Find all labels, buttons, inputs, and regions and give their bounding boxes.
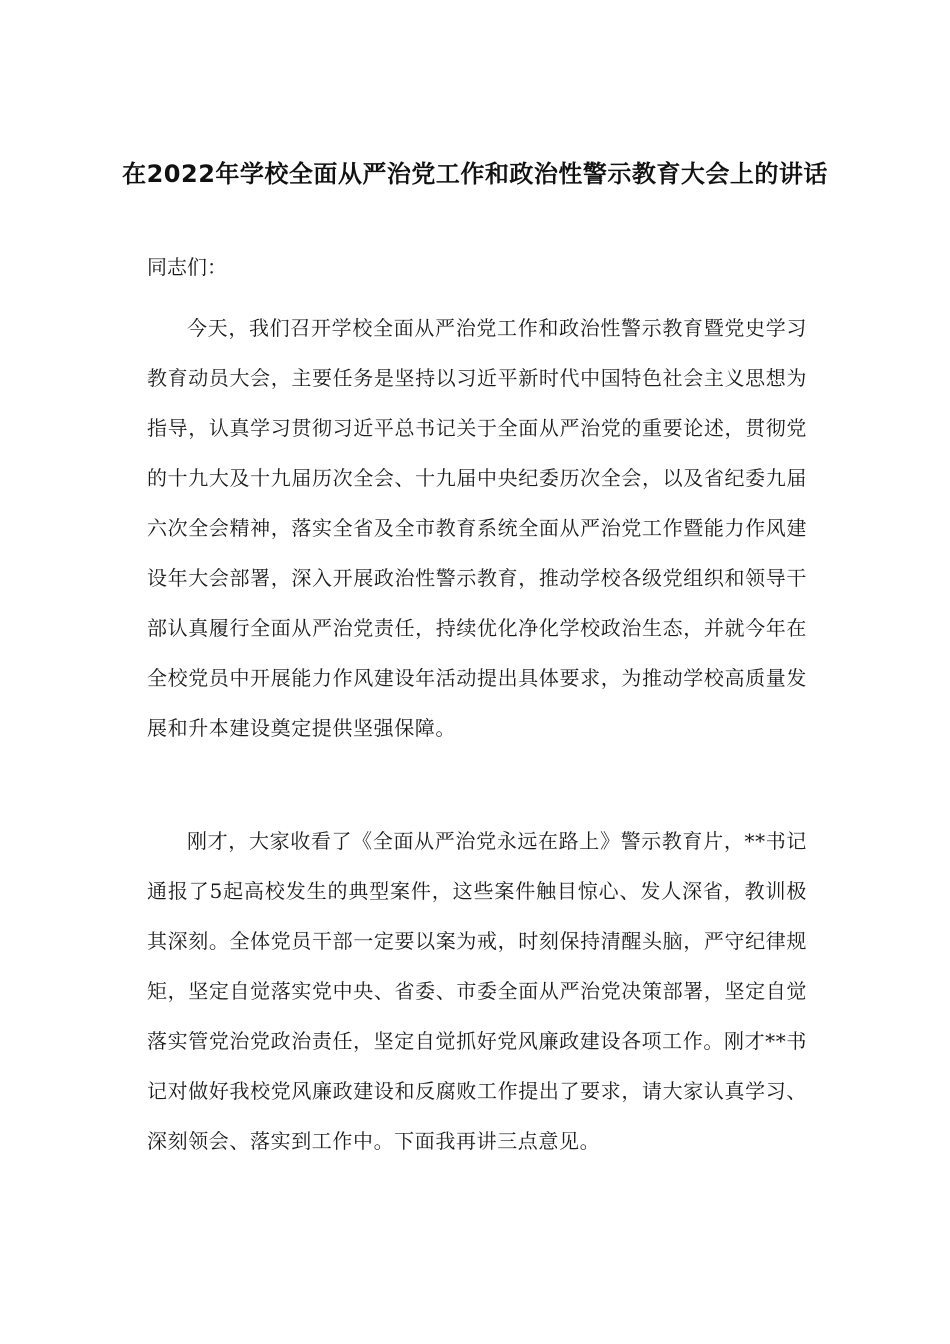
- document-title: 在2022年学校全面从严治党工作和政治性警示教育大会上的讲话: [122, 160, 828, 189]
- paragraph-1: 今天，我们召开学校全面从严治党工作和政治性警示教育暨党史学习教育动员大会，主要任务是坚持以习近平新时代中国特色社会主义思想为指导，认真学习贯彻习近平总书记关于全面从严治党的重要论述，贯彻党的十九大及十九届历次全会、十九届中央纪委历次全会，以及省纪委九届六次全会精神，落实全省及全市教育系统全面从严治党工作暨能力作风建设年大会部署，深入开展政治性警示教育，推动学校各级党组织和领导干部认真履行全面从严治党责任，持续优化净化学校政治生态，并就今年在全校党员中开展能力作风建设年活动提出具体要求，为推动学校高质量发展和升本建设奠定提供坚强保障。: [147, 316, 807, 740]
- salutation: 同志们：: [147, 255, 227, 279]
- paragraph-2: 刚才，大家收看了《全面从严治党永远在路上》警示教育片，**书记通报了5起高校发生的典型案件，这些案件触目惊心、发人深省，教训极其深刻。全体党员干部一定要以案为戒，时刻保持清醒头脑，严守纪律规矩，坚定自觉落实党中央、省委、市委全面从严治党决策部署，坚定自觉落实管党治党政治责任，坚定自觉抓好党风廉政建设各项工作。刚才**书记对做好我校党风廉政建设和反腐败工作提出了要求，请大家认真学习、深刻领会、落实到工作中。下面我再讲三点意见。: [147, 829, 807, 1153]
